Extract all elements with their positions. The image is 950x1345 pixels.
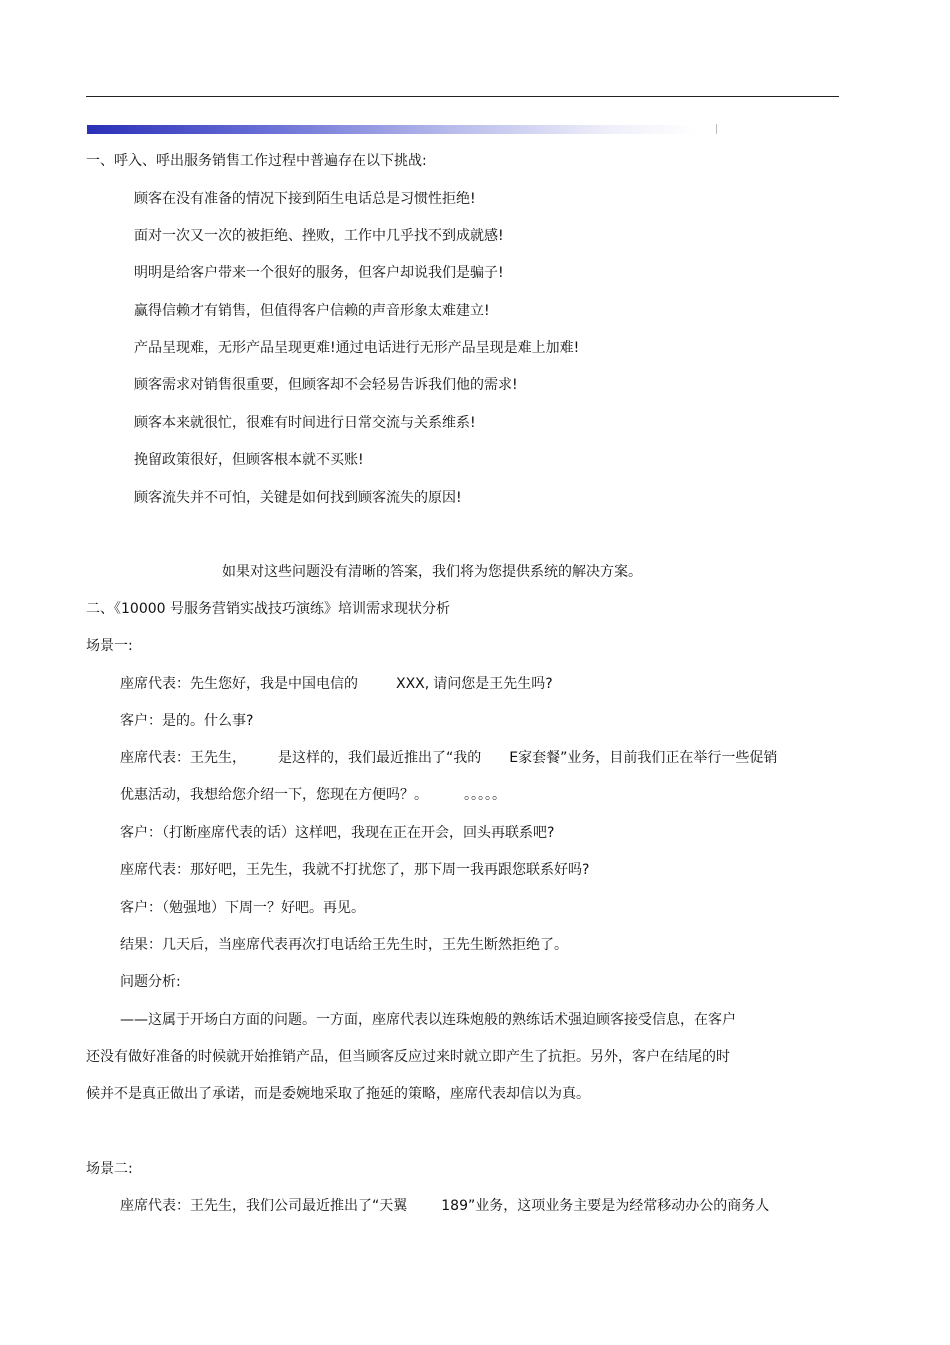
challenge-item: 挽留政策很好，但顾客根本就不买账! — [134, 452, 364, 468]
scene1-dialog-line — [120, 749, 777, 767]
scene1-dialog-line: 客户：（打断座席代表的话）这样吧，我现在正在开会，回头再联系吧? — [120, 825, 555, 841]
dialog-text: 189”业务，这项业务主要是为经常移动办公的商务人 — [441, 1198, 770, 1214]
scene1-dialog-line: 客户：（勉强地）下周一？好吧。再见。 — [120, 900, 365, 916]
scene1-analysis-text: 候并不是真正做出了承诺，而是委婉地采取了拖延的策略，座席代表却信以为真。 — [86, 1086, 590, 1102]
scene1-dialog-line: 座席代表：那好吧，王先生，我就不打扰您了，那下周一我再跟您联系好吗? — [120, 862, 590, 878]
dialog-text: 座席代表：王先生，我们公司最近推出了“天翼 — [120, 1198, 408, 1214]
challenge-item: 赢得信赖才有销售，但值得客户信赖的声音形象太难建立! — [134, 303, 490, 319]
scene1-dialog-line — [120, 675, 553, 693]
scene1-result: 结果：几天后，当座席代表再次打电话给王先生时，王先生断然拒绝了。 — [120, 937, 568, 953]
section1-conclusion: 如果对这些问题没有清晰的答案，我们将为您提供系统的解决方案。 — [222, 564, 642, 580]
dialog-text: 是这样的，我们最近推出了“我的 — [278, 750, 482, 766]
scene2-dialog-line — [120, 1197, 769, 1215]
scene1-dialog-line: 客户：是的。什么事? — [120, 713, 254, 729]
scene1-analysis-text: ——这属于开场白方面的问题。一方面，座席代表以连珠炮般的熟练话术强迫顾客接受信息，在客户 — [120, 1012, 736, 1028]
challenge-item: 顾客流失并不可怕，关键是如何找到顾客流失的原因! — [134, 490, 462, 506]
dialog-text: E家套餐”业务，目前我们正在举行一些促销 — [509, 750, 778, 766]
scene1-analysis-text: 还没有做好准备的时候就开始推销产品，但当顾客反应过来时就立即产生了抗拒。另外，客户在结尾的时 — [86, 1049, 730, 1065]
header-gradient-bar — [87, 125, 697, 134]
dialog-text: 请问您是王先生吗? — [433, 676, 553, 692]
challenge-item: 顾客在没有准备的情况下接到陌生电话总是习惯性拒绝! — [134, 191, 476, 207]
dialog-text: 。。。。。 — [464, 787, 506, 803]
scene1-dialog-line — [120, 786, 506, 804]
challenge-item: 顾客需求对销售很重要，但顾客却不会轻易告诉我们他的需求! — [134, 377, 518, 393]
challenge-item: 产品呈现难，无形产品呈现更难!通过电话进行无形产品呈现是难上加难! — [134, 340, 580, 356]
header-bar-tick — [716, 124, 717, 134]
dialog-text: 优惠活动，我想给您介绍一下，您现在方便吗？。 — [120, 787, 428, 803]
challenge-item: 面对一次又一次的被拒绝、挫败，工作中几乎找不到成就感! — [134, 228, 504, 244]
scene1-analysis-title: 问题分析: — [120, 974, 181, 990]
dialog-text: 座席代表：王先生， — [120, 750, 246, 766]
dialog-text: 座席代表：先生您好，我是中国电信的 — [120, 676, 358, 692]
challenge-item: 明明是给客户带来一个很好的服务，但客户却说我们是骗子! — [134, 265, 504, 281]
challenge-item: 顾客本来就很忙，很难有时间进行日常交流与关系维系! — [134, 415, 476, 431]
section2-heading: 二、《10000 号服务营销实战技巧演练》培训需求现状分析 — [86, 601, 450, 617]
scene1-title: 场景一: — [86, 638, 133, 654]
dialog-text: XXX, — [396, 676, 430, 692]
header-rule — [86, 96, 839, 97]
section1-heading: 一、呼入、呼出服务销售工作过程中普遍存在以下挑战: — [86, 153, 427, 169]
scene2-title: 场景二: — [86, 1161, 133, 1177]
